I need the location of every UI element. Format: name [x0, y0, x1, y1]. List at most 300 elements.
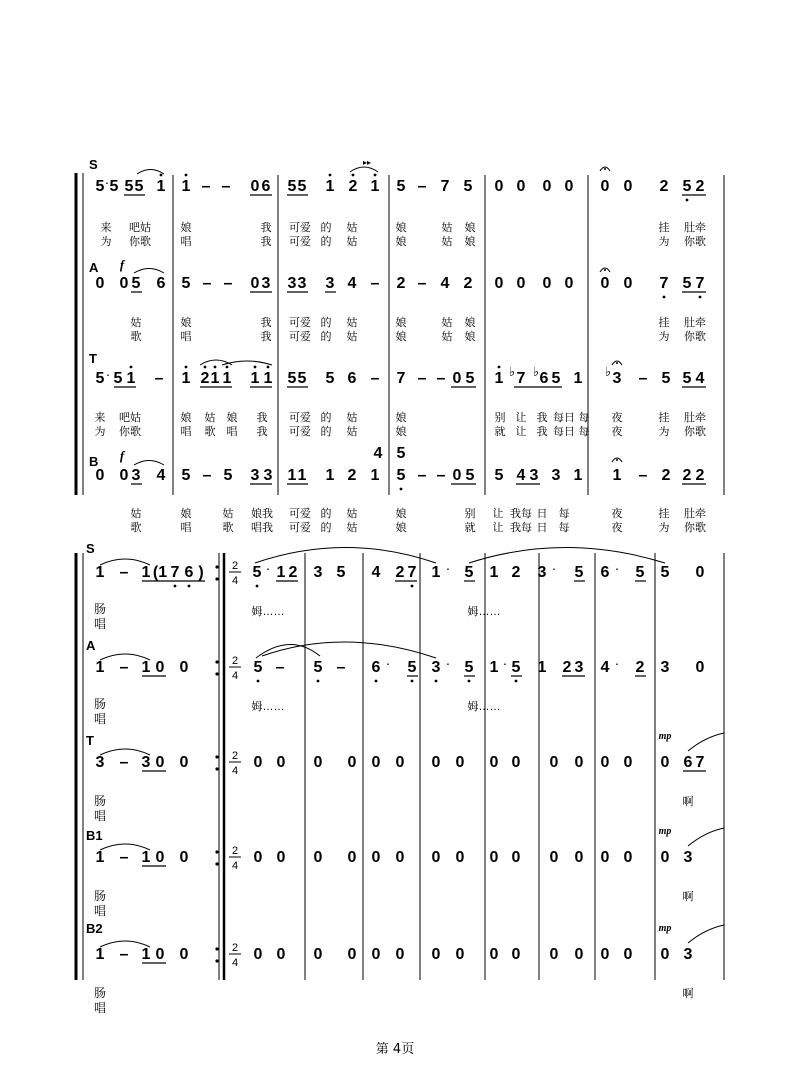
system-2	[76, 541, 724, 1015]
note: 3	[431, 659, 441, 676]
note: 0	[313, 849, 323, 866]
lyric-syllable: 为	[100, 236, 112, 248]
note: 3	[287, 275, 297, 292]
note: –	[436, 467, 446, 484]
note: 0	[660, 754, 670, 771]
note: 3	[325, 275, 335, 292]
lyric-syllable: 你歌	[684, 426, 706, 438]
lyric-syllable: 每	[578, 412, 590, 424]
note: 0	[347, 754, 357, 771]
note: 1	[141, 849, 151, 866]
note: 0	[623, 275, 633, 292]
slur	[134, 461, 164, 466]
note: 1	[489, 659, 499, 676]
octave-dot	[188, 585, 191, 588]
note: 3	[683, 849, 693, 866]
note: 0	[179, 659, 189, 676]
note: 2	[463, 275, 473, 292]
note: 4	[373, 445, 383, 462]
octave-dot	[130, 366, 133, 369]
lyric-syllable: 的	[320, 317, 332, 329]
note: –	[119, 946, 129, 963]
lyric-syllable: 挂	[658, 412, 670, 424]
lyric-syllable: 我	[256, 426, 268, 438]
octave-dot	[256, 585, 259, 588]
lyric-syllable: 日	[536, 508, 548, 520]
note: 0	[276, 849, 286, 866]
note: (1	[152, 564, 168, 581]
note: 2	[695, 178, 705, 195]
note: –	[417, 275, 427, 292]
lyric-syllable: 夜	[611, 412, 623, 424]
note: 0	[431, 754, 441, 771]
note: –	[370, 370, 380, 387]
note: 5	[511, 659, 521, 676]
note: 3	[537, 564, 547, 581]
note: 1	[537, 659, 547, 676]
note: –	[202, 275, 212, 292]
note: 3	[612, 370, 622, 387]
note: 5	[407, 659, 417, 676]
note: 5	[287, 370, 297, 387]
lyric-syllable: 夜	[611, 522, 623, 534]
note: 5	[181, 467, 191, 484]
lyric-syllable: 娘	[464, 317, 476, 329]
note: 3	[263, 467, 273, 484]
note: 6	[184, 564, 194, 581]
note: 0	[452, 370, 462, 387]
lyric-syllable: 唱	[93, 809, 107, 823]
lyric-syllable: 肚牵	[684, 222, 706, 234]
note: 0	[489, 946, 499, 963]
lyric-syllable: 歌	[222, 522, 234, 534]
note: 1	[612, 467, 622, 484]
note: 2	[396, 275, 406, 292]
note: 5	[660, 564, 670, 581]
lyric-syllable: 来	[100, 222, 112, 234]
tie-slur	[688, 733, 724, 751]
lyric-syllable: 娘	[226, 412, 238, 424]
note: 2	[682, 467, 692, 484]
note: 0	[155, 946, 165, 963]
note: 2	[661, 467, 671, 484]
note: 0	[250, 275, 260, 292]
note: 3	[297, 275, 307, 292]
note: 0	[371, 849, 381, 866]
octave-dot	[374, 174, 377, 177]
dynamic-mp: mp	[658, 731, 672, 742]
lyric-syllable: 娘	[180, 508, 192, 520]
octave-dot	[185, 174, 188, 177]
note: 0	[395, 849, 405, 866]
aug-dot: ·	[502, 655, 508, 671]
note: 0	[695, 564, 705, 581]
note: –	[119, 849, 129, 866]
dynamic-f: f	[119, 448, 125, 463]
note: 1	[287, 467, 297, 484]
lyric-syllable: 唱	[93, 1001, 107, 1015]
lyric-syllable: 我	[256, 412, 268, 424]
octave-dot	[411, 585, 414, 588]
note: 6	[347, 370, 357, 387]
lyric-syllable: 肚牵	[684, 412, 706, 424]
octave-dot	[686, 199, 689, 202]
lyric-syllable: 的	[320, 412, 332, 424]
note: 1	[181, 370, 191, 387]
note: 5	[336, 564, 346, 581]
part-label-b: B	[89, 454, 99, 469]
note: 2	[695, 467, 705, 484]
note: 0	[119, 275, 129, 292]
lyric-syllable: 我	[536, 412, 548, 424]
note: 1	[297, 467, 307, 484]
note: 5	[109, 178, 119, 195]
lyric-syllable: 娘	[395, 317, 407, 329]
note: 4	[695, 370, 705, 387]
lyric-syllable: 来	[94, 412, 106, 424]
note: 5	[682, 370, 692, 387]
note: –	[638, 370, 648, 387]
note: 0	[600, 946, 610, 963]
note: 0	[623, 946, 633, 963]
lyric-syllable: 可爱	[289, 331, 311, 343]
note: 0	[600, 754, 610, 771]
lyric-syllable: 让	[492, 522, 504, 534]
note: 0	[452, 467, 462, 484]
note: –	[119, 754, 129, 771]
octave-dot	[435, 680, 438, 683]
note: 5	[124, 178, 134, 195]
lyric-syllable: 吧姑	[119, 412, 141, 424]
note: 5	[635, 564, 645, 581]
time-sig-bottom: 4	[231, 765, 239, 777]
tie-slur	[688, 828, 724, 846]
note: 0	[253, 946, 263, 963]
page-number: 第 4页	[375, 1042, 415, 1057]
note: –	[417, 370, 427, 387]
note: 1	[370, 467, 380, 484]
note: 0	[253, 754, 263, 771]
tie-slur	[688, 925, 724, 943]
flat-accidental: ♭	[508, 364, 516, 379]
note: 5	[313, 659, 323, 676]
note: 1	[494, 370, 504, 387]
note: –	[201, 178, 211, 195]
repeat-dot	[215, 850, 218, 853]
aug-dot: ·	[104, 174, 110, 190]
time-sig-top: 2	[231, 942, 239, 954]
lyric-syllable: 歌	[204, 426, 216, 438]
note: –	[119, 564, 129, 581]
time-sig-top: 2	[231, 560, 239, 572]
lyric-syllable: 我	[260, 222, 272, 234]
lyric-hum: 姆……	[251, 606, 285, 618]
lyric-syllable: 娘我	[251, 508, 273, 520]
note: 0	[511, 849, 521, 866]
note: 2	[511, 564, 521, 581]
time-sig-bottom: 4	[231, 670, 239, 682]
note: 1	[489, 564, 499, 581]
part-label-t: T	[86, 733, 94, 748]
time-sig-top: 2	[231, 655, 239, 667]
slur	[134, 269, 164, 274]
note: 0	[250, 178, 260, 195]
note: 3	[261, 275, 271, 292]
note: 0	[489, 754, 499, 771]
lyric-syllable: 唱	[93, 712, 107, 726]
note: 6	[371, 659, 381, 676]
lyric-syllable: 唱	[180, 426, 192, 438]
lyric-syllable: 夜	[611, 508, 623, 520]
lyric-syllable: 唱	[93, 617, 107, 631]
note: 2	[659, 178, 669, 195]
octave-dot	[352, 174, 355, 177]
note: 6	[261, 178, 271, 195]
note: 5	[297, 370, 307, 387]
note: 0	[119, 467, 129, 484]
note: 5	[396, 178, 406, 195]
lyric-syllable: 吧姑	[129, 222, 151, 234]
note: –	[202, 467, 212, 484]
note: 5	[574, 564, 584, 581]
note: 5	[465, 467, 475, 484]
lyric-syllable: 娘	[180, 317, 192, 329]
lyric-syllable: 可爱	[289, 412, 311, 424]
fermata-dot	[616, 459, 618, 461]
note: 5	[325, 370, 335, 387]
note: 1	[95, 946, 105, 963]
phrase-slur	[469, 548, 665, 564]
aug-dot: ·	[265, 560, 271, 576]
note: 5	[131, 275, 141, 292]
lyric-syllable: 姑	[346, 331, 358, 343]
lyric-syllable: 我	[536, 426, 548, 438]
aug-dot: ·	[551, 560, 557, 576]
lyric-syllable: 可爱	[289, 222, 311, 234]
time-sig-bottom: 4	[231, 575, 239, 587]
octave-dot	[411, 680, 414, 683]
note: 4	[516, 467, 526, 484]
note: 1	[573, 370, 583, 387]
note: 0	[313, 754, 323, 771]
note: 0	[511, 946, 521, 963]
lyric-syllable: 的	[320, 331, 332, 343]
note: 0	[395, 754, 405, 771]
note: 6	[600, 564, 610, 581]
flat-accidental: ♭	[532, 364, 540, 379]
note: 5	[95, 178, 105, 195]
repeat-dot	[215, 767, 218, 770]
time-sig-bottom: 4	[231, 957, 239, 969]
note: 7	[396, 370, 406, 387]
flat-accidental: ♭	[604, 364, 612, 379]
lyric-syllable: 你歌	[684, 331, 706, 343]
lyric-syllable: 的	[320, 236, 332, 248]
lyric-syllable: 姑	[441, 317, 453, 329]
lyric-syllable: 肠	[93, 602, 107, 616]
note: 5	[297, 178, 307, 195]
lyric-syllable: 娘	[395, 222, 407, 234]
note: 5	[95, 370, 105, 387]
aug-dot: ·	[614, 560, 620, 576]
note: 5	[252, 564, 262, 581]
octave-dot	[185, 366, 188, 369]
note: 5	[113, 370, 123, 387]
note: 7	[440, 178, 450, 195]
note: 0	[516, 275, 526, 292]
repeat-dot	[215, 660, 218, 663]
note: 3	[313, 564, 323, 581]
lyric-syllable: 肠	[93, 889, 107, 903]
lyric-syllable: 娘	[180, 222, 192, 234]
lyric-syllable: 姑	[441, 236, 453, 248]
lyric-syllable: 歌	[130, 331, 142, 343]
lyric-syllable: 姑	[441, 331, 453, 343]
part-label-b1: B1	[86, 828, 103, 843]
octave-dot	[699, 296, 702, 299]
lyric-syllable: 别	[464, 508, 476, 520]
note: –	[336, 659, 346, 676]
part-label-a: A	[89, 260, 99, 275]
octave-dot	[515, 680, 518, 683]
lyric-hum: 姆……	[467, 606, 501, 618]
part-label-t: T	[89, 351, 97, 366]
octave-dot	[375, 680, 378, 683]
lyric-syllable: 肠	[93, 986, 107, 1000]
note: 0	[155, 849, 165, 866]
lyric-syllable: 唱	[93, 904, 107, 918]
note: 2	[635, 659, 645, 676]
lyric-syllable: 我每	[510, 508, 532, 520]
lyric-syllable: 娘	[464, 331, 476, 343]
lyric-hum: 姆……	[251, 701, 285, 713]
lyric-syllable: 娘	[180, 412, 192, 424]
note: 1	[141, 659, 151, 676]
lyric-syllable: 每	[578, 426, 590, 438]
note: 1	[141, 946, 151, 963]
lyric-syllable: 为	[658, 236, 670, 248]
lyric-syllable: 姑	[441, 222, 453, 234]
fermata-dot	[616, 362, 618, 364]
note: 1	[325, 467, 335, 484]
lyric-syllable: 可爱	[289, 317, 311, 329]
octave-dot	[498, 366, 501, 369]
note: 0	[395, 946, 405, 963]
note: –	[417, 178, 427, 195]
part-label-s: S	[86, 541, 95, 556]
note: 7	[170, 564, 180, 581]
lyric-syllable: 肚牵	[684, 508, 706, 520]
note: 0	[549, 946, 559, 963]
note: 1	[141, 564, 151, 581]
note: 5	[465, 370, 475, 387]
note: –	[638, 467, 648, 484]
lyric-ah: 啊	[682, 988, 694, 1000]
part-label-s: S	[89, 157, 98, 172]
lyric-syllable: 可爱	[289, 236, 311, 248]
system-1	[76, 157, 724, 534]
note: 0	[95, 467, 105, 484]
note: 0	[600, 178, 610, 195]
note: –	[417, 467, 427, 484]
lyric-syllable: 可爱	[289, 426, 311, 438]
note: 3	[141, 754, 151, 771]
lyric-hum: 姆……	[467, 701, 501, 713]
note: 0	[155, 659, 165, 676]
note: 0	[455, 946, 465, 963]
note: 0	[542, 275, 552, 292]
note: 0	[542, 178, 552, 195]
note: –	[154, 370, 164, 387]
note: 7	[695, 754, 705, 771]
note: 0	[276, 754, 286, 771]
note: –	[275, 659, 285, 676]
note: 0	[549, 754, 559, 771]
note: 0	[494, 178, 504, 195]
phrase-slur	[255, 548, 436, 564]
fermata-dot	[604, 269, 606, 271]
lyric-syllable: 让	[492, 508, 504, 520]
lyric-syllable: 你歌	[684, 522, 706, 534]
slur	[200, 360, 232, 365]
lyric-syllable: 的	[320, 522, 332, 534]
lyric-syllable: 我	[260, 236, 272, 248]
lyric-syllable: 娘	[395, 508, 407, 520]
note: 0	[455, 849, 465, 866]
aug-dot: ·	[105, 366, 111, 382]
note: 0	[660, 849, 670, 866]
aug-dot: ·	[614, 655, 620, 671]
note: 1	[156, 178, 166, 195]
lyric-syllable: 娘	[464, 236, 476, 248]
note: 1	[95, 659, 105, 676]
lyric-syllable: 我每	[510, 522, 532, 534]
note: 5	[682, 275, 692, 292]
repeat-dot	[215, 959, 218, 962]
lyric-syllable: 姑	[130, 508, 142, 520]
lyric-syllable: 唱	[180, 331, 192, 343]
lyric-syllable: 姑	[346, 522, 358, 534]
lyric-syllable: 可爱	[289, 522, 311, 534]
lyric-syllable: 姑	[222, 508, 234, 520]
note: 4	[600, 659, 610, 676]
note: 1	[181, 178, 191, 195]
lyric-syllable: 就	[494, 426, 506, 438]
lyric-syllable: 每	[558, 508, 570, 520]
note: 1	[210, 370, 220, 387]
lyric-syllable: 姑	[346, 412, 358, 424]
note: 4	[156, 467, 166, 484]
note: 1	[276, 564, 286, 581]
lyric-syllable: 肠	[93, 697, 107, 711]
note: 5	[396, 445, 406, 462]
lyric-syllable: 的	[320, 508, 332, 520]
note: 5	[181, 275, 191, 292]
lyric-syllable: 让	[515, 426, 527, 438]
note: 4	[440, 275, 450, 292]
lyric-syllable: 夜	[611, 426, 623, 438]
note: 0	[623, 849, 633, 866]
repeat-dot	[215, 947, 218, 950]
note: 0	[371, 946, 381, 963]
lyric-syllable: 娘	[395, 412, 407, 424]
note: 0	[179, 946, 189, 963]
lyric-syllable: 肚牵	[684, 317, 706, 329]
note: 2	[395, 564, 405, 581]
lyric-syllable: 挂	[658, 222, 670, 234]
lyric-syllable: 每	[558, 522, 570, 534]
note: 5	[463, 178, 473, 195]
